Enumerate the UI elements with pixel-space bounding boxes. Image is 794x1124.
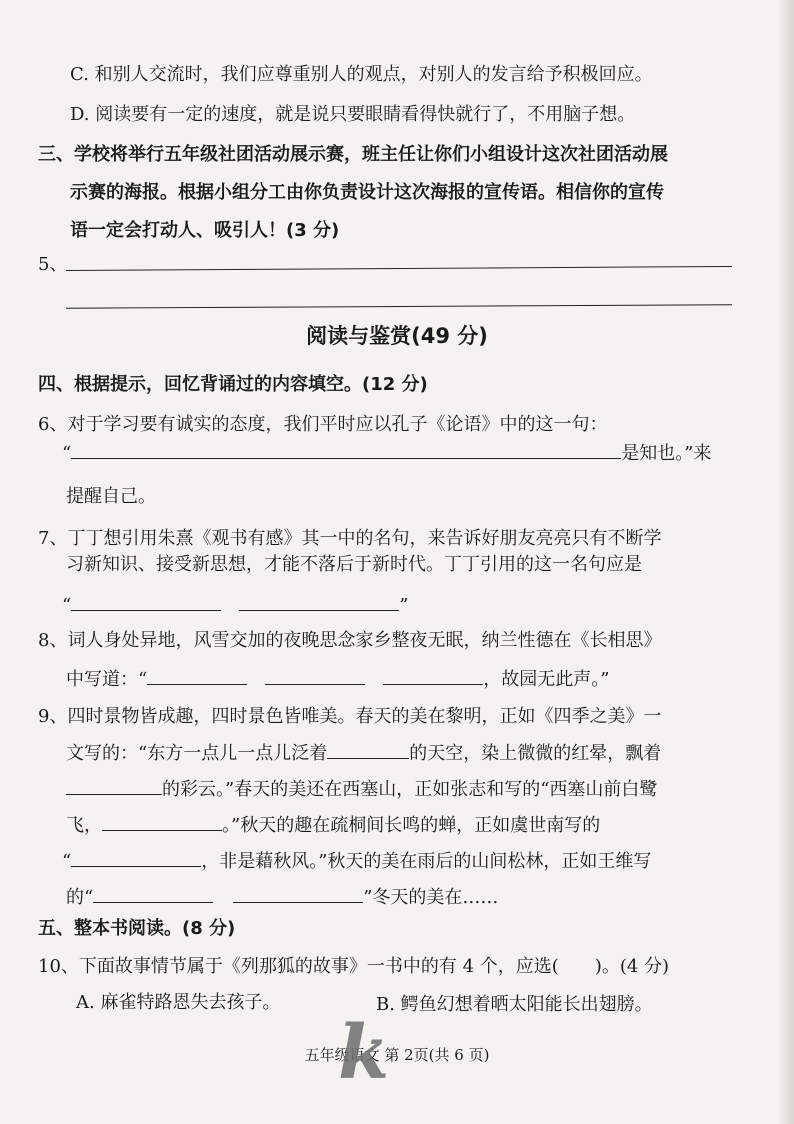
q9-text: “ <box>62 851 72 872</box>
question-9-line-1: 9、四时景物皆成趣，四时景色皆唯美。春天的美在黎明，正如《四季之美》一 <box>38 706 662 727</box>
open-quote: “ <box>62 595 72 616</box>
option-d: D. 阅读要有一定的速度，就是说只要眼睛看得快就行了，不用脑子想。 <box>70 104 636 125</box>
question-10: 10、下面故事情节属于《列那狐的故事》一书中的有 4 个，应选( )。(4 分) <box>38 956 670 977</box>
question-8-prefix: 中写道：“ <box>66 669 148 690</box>
blank-8b[interactable] <box>265 666 365 685</box>
question-9-line-4 <box>66 812 600 839</box>
section-title: 阅读与鉴赏(49 分) <box>306 324 488 348</box>
blank-6[interactable] <box>71 440 621 459</box>
q9-text: 文写的：“东方一点儿一点儿泛着 <box>66 743 328 764</box>
q9-text: ，非是藉秋风。”秋天的美在雨后的山间松林，正如王维写 <box>201 851 652 872</box>
option-c: C. 和别人交流时，我们应尊重别人的观点，对别人的发言给予积极回应。 <box>70 64 653 85</box>
section-3-line-2: 示赛的海报。根据小组分工由你负责设计这次海报的宣传语。相信你的宣传 <box>70 182 664 203</box>
q9-text: 。”秋天的趣在疏桐间长鸣的蝉，正如虞世南写的 <box>222 815 601 836</box>
blank-9c[interactable] <box>102 812 222 831</box>
question-7-line-3 <box>62 592 408 619</box>
q9-text: 飞， <box>66 815 102 836</box>
question-7-line-2: 习新知识、接受新思想，才能不落后于新时代。丁丁引用的这一名句应是 <box>66 554 642 575</box>
q9-text: 的彩云。”春天的美还在西塞山，正如张志和写的“西塞山前白鹭 <box>162 779 658 800</box>
blank-9d[interactable] <box>71 848 201 867</box>
blank-7a[interactable] <box>71 592 221 611</box>
question-9-line-5 <box>62 848 651 875</box>
answer-line-5a[interactable] <box>66 266 732 271</box>
question-6-line-2 <box>62 440 711 467</box>
close-quote: ” <box>399 595 409 616</box>
question-9-line-3 <box>66 776 657 803</box>
question-9-line-6 <box>66 884 498 911</box>
question-8-line-1: 8、词人身处异地，风雪交加的夜晚思念家乡整夜无眠，纳兰性德在《长相思》 <box>38 630 662 651</box>
q9-text: ”冬天的美在…… <box>363 887 499 908</box>
q9-text: 的“ <box>66 887 94 908</box>
section-5-heading: 五、整本书阅读。(8 分) <box>38 918 236 939</box>
blank-9a[interactable] <box>327 740 409 759</box>
option-a: A. 麻雀特路恩失去孩子。 <box>76 992 281 1013</box>
question-5-number: 5、 <box>38 254 68 275</box>
page-edge-shadow <box>778 0 794 1124</box>
q9-text: 的天空，染上微微的红晕，飘着 <box>409 743 662 764</box>
question-8-line-2 <box>66 666 609 693</box>
open-quote: “ <box>62 443 72 464</box>
watermark-logo: k <box>338 1010 390 1096</box>
question-6-line-3: 提醒自己。 <box>66 486 156 507</box>
blank-7b[interactable] <box>239 592 399 611</box>
blank-8a[interactable] <box>147 666 247 685</box>
question-6-line-2-end: 是知也。”来 <box>621 443 712 464</box>
blank-8c[interactable] <box>383 666 483 685</box>
blank-9f[interactable] <box>233 884 363 903</box>
question-8-suffix: ，故园无此声。” <box>483 669 610 690</box>
option-b: B. 鳄鱼幻想着晒太阳能长出翅膀。 <box>376 994 653 1015</box>
section-4-heading: 四、根据提示，回忆背诵过的内容填空。(12 分) <box>38 374 428 395</box>
blank-9b[interactable] <box>66 776 162 795</box>
page-footer: 五年级语文 第 2页(共 6 页) <box>304 1046 490 1064</box>
question-6-line-1: 6、对于学习要有诚实的态度，我们平时应以孔子《论语》中的这一句： <box>38 414 608 435</box>
question-9-line-2 <box>66 740 661 767</box>
section-3-line-3: 语一定会打动人、吸引人！(3 分) <box>70 220 340 241</box>
question-7-line-1: 7、丁丁想引用朱熹《观书有感》其一中的名句，来告诉好朋友亮亮只有不断学 <box>38 528 662 549</box>
section-3-line-1: 三、学校将举行五年级社团活动展示赛，班主任让你们小组设计这次社团活动展 <box>38 144 668 165</box>
blank-9e[interactable] <box>93 884 213 903</box>
answer-line-5b[interactable] <box>66 304 732 308</box>
